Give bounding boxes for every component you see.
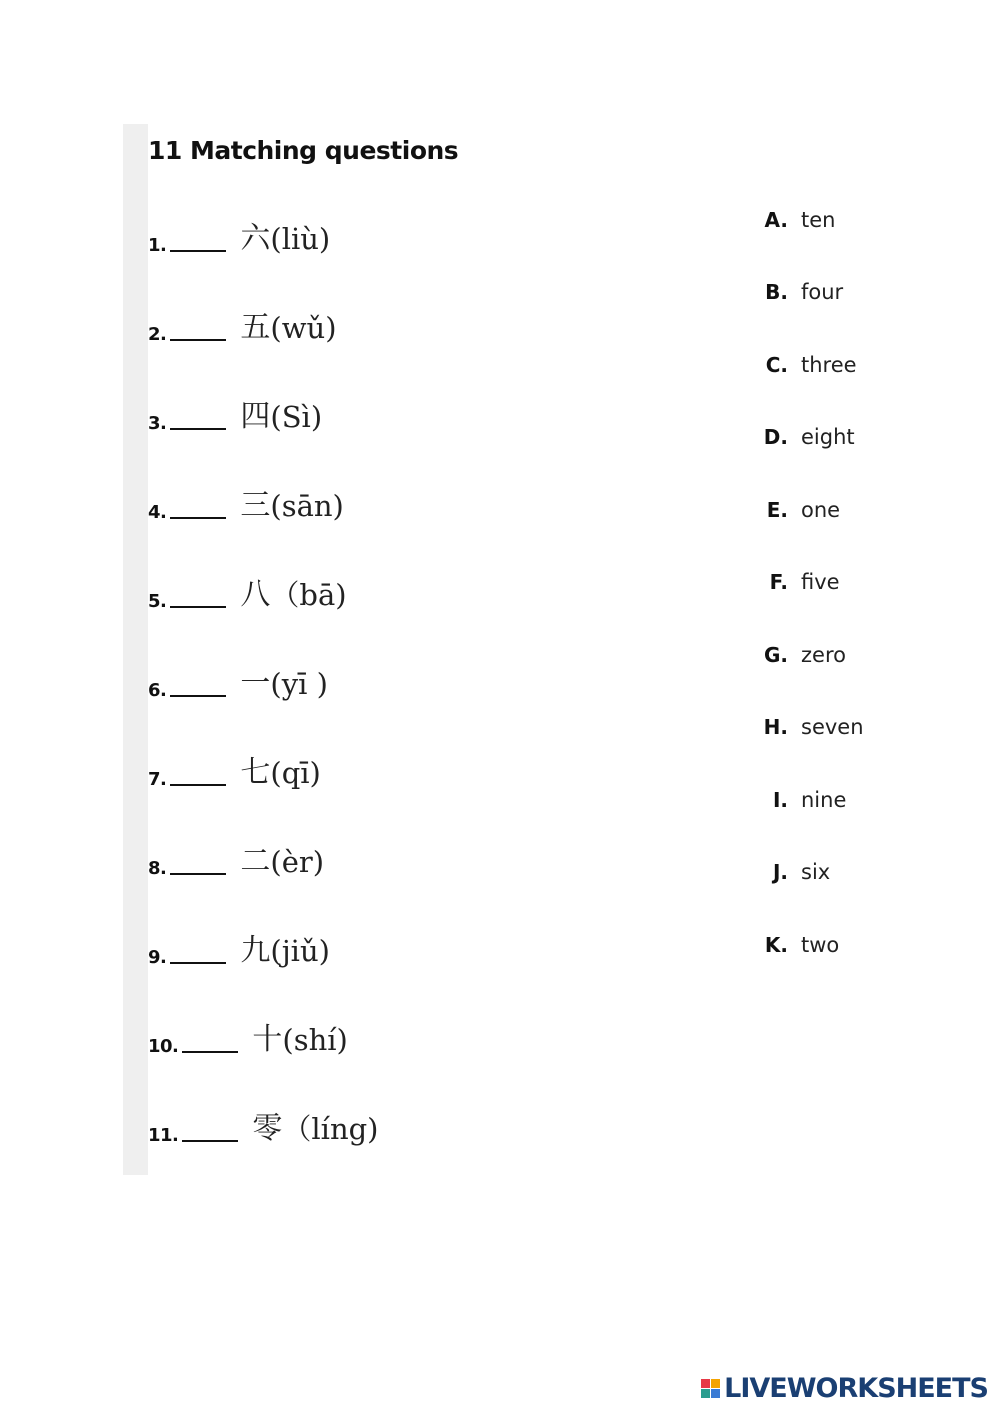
question-number: 5.	[148, 591, 167, 612]
question-number: 6.	[148, 680, 167, 701]
question-number: 3.	[148, 413, 167, 434]
liveworksheets-logo-icon	[701, 1379, 720, 1398]
answer-blank[interactable]	[170, 427, 226, 430]
liveworksheets-brand	[701, 1373, 988, 1404]
question-1	[148, 216, 330, 256]
question-11	[148, 1106, 379, 1146]
answer-option-g	[750, 641, 846, 669]
answer-option-b	[750, 278, 843, 306]
answer-blank[interactable]	[170, 338, 226, 341]
answer-blank[interactable]	[170, 516, 226, 519]
option-text: six	[801, 860, 831, 884]
question-2	[148, 305, 337, 345]
answer-blank[interactable]	[182, 1139, 238, 1142]
option-text: seven	[801, 715, 864, 739]
chinese-character: 五	[240, 310, 271, 345]
chinese-character: 九	[240, 933, 271, 968]
answer-option-a	[750, 206, 835, 234]
logo-square-red	[701, 1379, 710, 1388]
chinese-character: 八	[240, 577, 271, 612]
question-9	[148, 928, 330, 968]
chinese-character: 十	[252, 1022, 283, 1057]
chinese-character: 零	[252, 1111, 283, 1146]
answer-option-k	[750, 931, 839, 959]
option-letter: K.	[764, 933, 788, 957]
question-number: 2.	[148, 324, 167, 345]
option-text: two	[801, 933, 840, 957]
option-letter: E.	[766, 498, 788, 522]
logo-square-orange	[711, 1379, 720, 1388]
answer-blank[interactable]	[170, 249, 226, 252]
option-text: eight	[801, 425, 855, 449]
question-number: 1.	[148, 235, 167, 256]
option-text: ten	[801, 208, 836, 232]
option-letter: G.	[763, 643, 788, 667]
option-letter: F.	[769, 570, 788, 594]
option-letter: I.	[772, 788, 788, 812]
answer-option-i	[750, 786, 846, 814]
chinese-character: 三	[240, 488, 271, 523]
option-text: zero	[801, 643, 846, 667]
option-letter: C.	[765, 353, 788, 377]
chinese-character: 七	[240, 755, 271, 790]
pinyin: (shí)	[282, 1023, 348, 1057]
question-4	[148, 483, 344, 523]
pinyin: (Sì)	[270, 400, 323, 434]
answer-blank[interactable]	[170, 783, 226, 786]
question-number: 9.	[148, 947, 167, 968]
answer-option-h	[750, 713, 864, 741]
page-title: 11 Matching questions	[148, 136, 459, 165]
answer-blank[interactable]	[170, 872, 226, 875]
option-letter: H.	[763, 715, 788, 739]
option-letter: D.	[763, 425, 788, 449]
pinyin: (sān)	[270, 489, 344, 523]
question-6	[148, 661, 328, 701]
answer-option-j	[750, 858, 830, 886]
pinyin: (jiǔ)	[270, 934, 330, 968]
question-8	[148, 839, 324, 879]
option-text: four	[801, 280, 844, 304]
chinese-character: 一	[240, 666, 271, 701]
pinyin: (èr)	[270, 845, 325, 879]
question-number: 8.	[148, 858, 167, 879]
question-number: 4.	[148, 502, 167, 523]
left-margin-bar	[123, 124, 148, 1175]
answer-blank[interactable]	[170, 694, 226, 697]
answer-blank[interactable]	[170, 605, 226, 608]
pinyin: （bā)	[270, 578, 347, 612]
option-text: one	[801, 498, 841, 522]
answer-option-d	[750, 423, 855, 451]
pinyin: （líng)	[282, 1112, 379, 1146]
option-text: three	[801, 353, 857, 377]
logo-square-blue	[711, 1389, 720, 1398]
logo-square-teal	[701, 1389, 710, 1398]
brand-name: LIVEWORKSHEETS	[724, 1373, 988, 1404]
chinese-character: 四	[240, 399, 271, 434]
option-letter: J.	[772, 860, 788, 884]
question-5	[148, 572, 347, 612]
answer-blank[interactable]	[170, 961, 226, 964]
answer-option-c	[750, 351, 857, 379]
pinyin: (wǔ)	[270, 311, 337, 345]
pinyin: (yī )	[270, 667, 328, 701]
chinese-character: 六	[240, 221, 271, 256]
question-number: 11.	[148, 1125, 179, 1146]
answer-option-e	[750, 496, 840, 524]
pinyin: (liù)	[270, 222, 331, 256]
answer-blank[interactable]	[182, 1050, 238, 1053]
option-letter: A.	[764, 208, 788, 232]
question-number: 7.	[148, 769, 167, 790]
question-3	[148, 394, 322, 434]
chinese-character: 二	[240, 844, 271, 879]
question-7	[148, 750, 321, 790]
option-text: nine	[801, 788, 847, 812]
option-text: five	[801, 570, 840, 594]
question-number: 10.	[148, 1036, 179, 1057]
option-letter: B.	[765, 280, 788, 304]
question-10	[148, 1017, 348, 1057]
answer-option-f	[750, 568, 840, 596]
pinyin: (qī)	[270, 756, 321, 790]
